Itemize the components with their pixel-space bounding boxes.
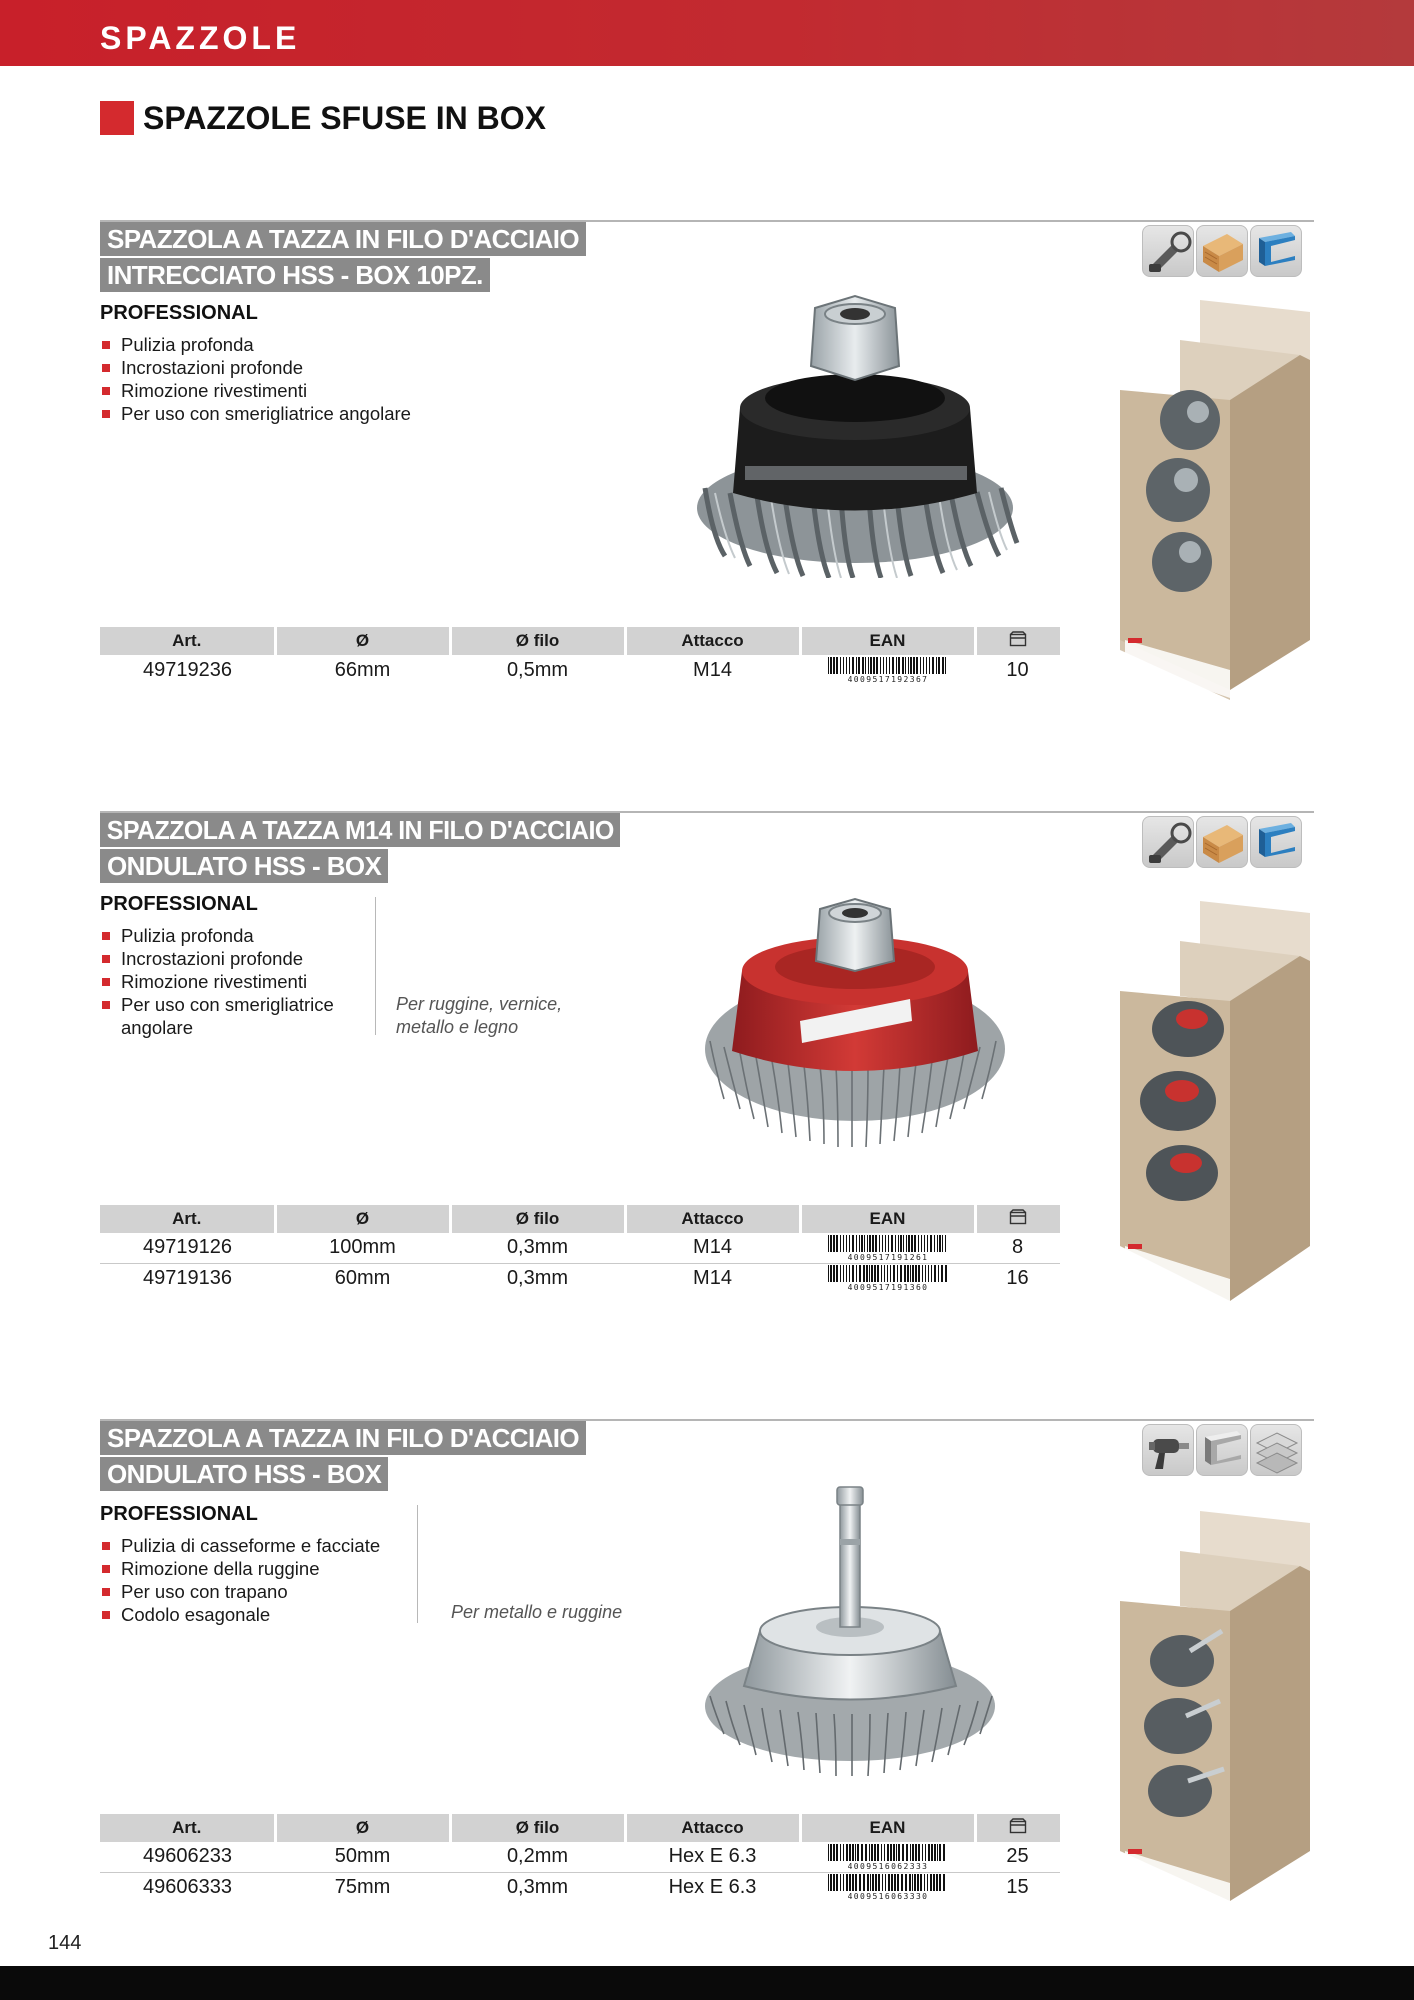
barcode-bar	[852, 1844, 854, 1861]
barcode-bar	[932, 657, 934, 674]
barcode-bar	[889, 657, 890, 674]
barcode-bar	[855, 1874, 857, 1891]
barcode-bar	[890, 1844, 892, 1861]
barcode-bar	[945, 657, 946, 674]
col-wire: Ø filo	[450, 1814, 625, 1842]
barcode-bar	[898, 1235, 899, 1252]
barcode-bar	[942, 1235, 943, 1252]
table-row: 49719126 100mm 0,3mm M14 4009517191261 8	[100, 1233, 1060, 1263]
application-icons	[1142, 1424, 1302, 1476]
angle-grinder-icon	[1142, 816, 1194, 868]
feature-item: Per uso con trapano	[100, 1580, 410, 1603]
package-icon	[975, 627, 1060, 655]
barcode-bar	[833, 1844, 835, 1861]
barcode-bar	[830, 1844, 832, 1861]
barcode-bar	[891, 1235, 893, 1252]
barcode-bar	[914, 1874, 916, 1891]
barcode-bar	[934, 1235, 935, 1252]
barcode-bar	[884, 1265, 885, 1282]
barcode-bar	[849, 1844, 851, 1861]
barcode-bar	[836, 1235, 838, 1252]
barcode-bar	[931, 1844, 933, 1861]
specs-table	[100, 1205, 1060, 1293]
barcode-bar	[846, 1844, 848, 1861]
barcode-bar	[906, 1844, 908, 1861]
barcode-bar	[894, 1874, 896, 1891]
wood-icon	[1196, 225, 1248, 277]
barcode-bar	[943, 1874, 945, 1891]
ean-barcode	[800, 655, 975, 685]
feature-item: Rimozione rivestimenti	[100, 379, 411, 402]
barcode-bar	[859, 1235, 860, 1252]
barcode-bar	[901, 1874, 903, 1891]
ean-digits: 4009516062333	[847, 1861, 928, 1870]
product-1	[100, 220, 1314, 700]
product-title-line1: SPAZZOLA A TAZZA IN FILO D'ACCIAIO	[100, 1421, 586, 1455]
barcode-bar	[898, 1844, 900, 1861]
feature-item: Rimozione della ruggine	[100, 1557, 410, 1580]
barcode-bar	[874, 1844, 876, 1861]
sheet-metal-icon	[1250, 1424, 1302, 1476]
barcode-bar	[830, 1235, 832, 1252]
barcode-bar	[862, 657, 864, 674]
barcode-bar	[869, 1235, 871, 1252]
product-3	[100, 1419, 1314, 1919]
barcode-bar	[828, 1265, 829, 1282]
barcode-bar	[895, 1235, 896, 1252]
barcode-bar	[875, 1235, 877, 1252]
barcode-bar	[880, 657, 881, 674]
barcode-bar	[859, 1265, 861, 1282]
barcode-bar	[904, 1265, 906, 1282]
barcode-bar	[924, 1874, 925, 1891]
barcode-bar	[945, 1265, 947, 1282]
col-attachment: Attacco	[625, 1205, 800, 1233]
feature-item: Per uso con smerigliatrice angolare	[100, 993, 360, 1039]
col-attachment: Attacco	[625, 1814, 800, 1842]
barcode-bar	[830, 1874, 832, 1891]
feature-list	[100, 1534, 410, 1626]
application-icons	[1142, 225, 1302, 277]
ean-digits: 4009516063330	[847, 1892, 928, 1901]
barcode-bar	[927, 1874, 928, 1891]
page-number: 144	[48, 1932, 82, 1954]
barcode-bar	[937, 1235, 938, 1252]
barcode-bar	[918, 1235, 919, 1252]
barcode-bar	[866, 1265, 868, 1282]
table-header-row	[100, 627, 1060, 655]
barcode-bar	[933, 1874, 935, 1891]
col-wire: Ø filo	[450, 627, 625, 655]
barcode-bar	[852, 1265, 854, 1282]
footer-bar	[0, 1966, 1414, 2000]
col-art: Art.	[100, 1814, 275, 1842]
feature-item: Rimozione rivestimenti	[100, 970, 360, 993]
barcode-bar	[869, 1844, 870, 1861]
product-grade-label: PROFESSIONAL	[100, 1503, 258, 1525]
barcode-bar	[936, 1874, 938, 1891]
barcode-bar	[840, 1844, 841, 1861]
barcode-bar	[890, 1265, 891, 1282]
barcode-bar	[840, 1874, 841, 1891]
barcode-bar	[915, 1844, 917, 1861]
barcode-bar	[887, 1844, 889, 1861]
barcode-bar	[926, 657, 927, 674]
barcode-bar	[941, 1265, 943, 1282]
col-wire: Ø filo	[450, 1205, 625, 1233]
feature-item: Pulizia profonda	[100, 333, 411, 356]
barcode-bar	[846, 657, 847, 674]
barcode-bar	[897, 1265, 898, 1282]
barcode-bar	[879, 1235, 880, 1252]
barcode-bar	[852, 657, 854, 674]
barcode-bar	[843, 1874, 844, 1891]
box-photo	[1120, 300, 1310, 700]
barcode-bar	[871, 1265, 873, 1282]
barcode-bar	[887, 1265, 888, 1282]
barcode-bar	[883, 657, 884, 674]
ean-digits: 4009517191261	[847, 1252, 928, 1261]
barcode-bar	[910, 1265, 911, 1282]
barcode-bar	[878, 1874, 880, 1891]
barcode-bar	[918, 1265, 920, 1282]
barcode-bar	[867, 1235, 868, 1252]
barcode-bar	[891, 1874, 893, 1891]
barcode-bar	[828, 657, 829, 674]
application-icons	[1142, 816, 1302, 868]
feature-list	[100, 333, 411, 425]
barcode-bar	[870, 1874, 871, 1891]
barcode-bar	[864, 1235, 865, 1252]
barcode-bar	[849, 1874, 851, 1891]
col-diameter: Ø	[275, 1205, 450, 1233]
feature-list	[100, 924, 360, 1039]
barcode-bar	[828, 1844, 829, 1861]
product-photo	[690, 871, 1020, 1151]
barcode-bar	[937, 1844, 938, 1861]
barcode-bar	[909, 1874, 911, 1891]
header-title: SPAZZOLE	[100, 20, 301, 56]
barcode-bar	[900, 1235, 902, 1252]
barcode-bar	[888, 1235, 889, 1252]
barcode-bar	[833, 1874, 835, 1891]
feature-item: Per uso con smerigliatrice angolare	[100, 402, 411, 425]
barcode-bar	[917, 1874, 919, 1891]
barcode-bar	[922, 1844, 923, 1861]
package-icon	[975, 1205, 1060, 1233]
barcode-bar	[863, 1874, 865, 1891]
barcode-bar	[910, 1844, 911, 1861]
barcode-bar	[893, 1265, 895, 1282]
feature-item: Incrostazioni profonde	[100, 947, 360, 970]
note-divider	[417, 1505, 418, 1623]
barcode-bar	[858, 657, 860, 674]
barcode-bar	[867, 1874, 869, 1891]
col-ean: EAN	[800, 1814, 975, 1842]
table-row: 49606333 75mm 0,3mm Hex E 6.3 4009516063330 15	[100, 1872, 1060, 1902]
barcode-bar	[900, 1265, 902, 1282]
barcode-bar	[852, 1874, 854, 1891]
barcode-bar	[912, 1874, 913, 1891]
barcode-bar	[930, 1874, 932, 1891]
drill-icon	[1142, 1424, 1194, 1476]
barcode-bar	[836, 657, 838, 674]
barcode-bar	[833, 1265, 835, 1282]
barcode-bar	[928, 1844, 930, 1861]
barcode-bar	[943, 1844, 945, 1861]
barcode-bar	[865, 1844, 867, 1861]
barcode-bar	[857, 1844, 859, 1861]
barcode-bar	[910, 657, 912, 674]
barcode-bar	[876, 657, 878, 674]
barcode-bar	[833, 657, 835, 674]
package-icon	[975, 1814, 1060, 1842]
metal-beam-icon	[1196, 1424, 1248, 1476]
barcode-bar	[930, 1235, 932, 1252]
barcode-bar	[905, 1874, 907, 1891]
col-ean: EAN	[800, 627, 975, 655]
feature-item: Incrostazioni profonde	[100, 356, 411, 379]
barcode-bar	[936, 657, 937, 674]
barcode-bar	[877, 1265, 879, 1282]
barcode-bar	[855, 1844, 856, 1861]
barcode-bar	[939, 1874, 941, 1891]
usage-note: Per metallo e ruggine	[451, 1602, 623, 1622]
feature-item: Pulizia profonda	[100, 924, 360, 947]
ean-barcode	[800, 1233, 975, 1263]
barcode-bar	[828, 1874, 829, 1891]
barcode-bar	[908, 1235, 910, 1252]
specs-table	[100, 627, 1060, 685]
barcode-bar	[868, 657, 869, 674]
barcode-bar	[896, 1844, 897, 1861]
barcode-bar	[874, 1265, 876, 1282]
barcode-bar	[914, 1235, 916, 1252]
angle-grinder-icon	[1142, 225, 1194, 277]
barcode-bar	[875, 1874, 877, 1891]
note-divider	[375, 897, 376, 1035]
barcode-bar	[906, 1235, 907, 1252]
table-row: 49606233 50mm 0,2mm Hex E 6.3 4009516062333 25	[100, 1842, 1060, 1872]
section-title: SPAZZOLE SFUSE IN BOX	[143, 100, 546, 136]
product-title-line2: ONDULATO HSS - BOX	[100, 1457, 388, 1491]
feature-item: Pulizia di casseforme e facciate	[100, 1534, 410, 1557]
barcode-bar	[861, 1844, 863, 1861]
table-header-row	[100, 1205, 1060, 1233]
barcode-bar	[885, 1874, 886, 1891]
box-photo	[1120, 1511, 1310, 1911]
barcode-bar	[877, 1844, 879, 1861]
barcode-bar	[942, 657, 944, 674]
barcode-bar	[843, 1265, 844, 1282]
barcode-bar	[945, 1235, 946, 1252]
barcode-bar	[882, 1235, 883, 1252]
barcode-bar	[843, 1235, 844, 1252]
barcode-bar	[849, 1235, 850, 1252]
barcode-bar	[938, 1265, 939, 1282]
barcode-bar	[905, 657, 906, 674]
col-art: Art.	[100, 1205, 275, 1233]
usage-note: Per ruggine, vernice, metallo e legno	[396, 994, 563, 1037]
barcode-bar	[939, 1235, 941, 1252]
barcode-bar	[915, 1265, 917, 1282]
barcode-bar	[913, 657, 915, 674]
col-attachment: Attacco	[625, 627, 800, 655]
barcode-bar	[836, 1265, 838, 1282]
barcode-bar	[920, 657, 921, 674]
barcode-bar	[882, 1874, 883, 1891]
barcode-bar	[852, 1235, 854, 1252]
product-title-line2: INTRECCIATO HSS - BOX 10PZ.	[100, 258, 490, 292]
barcode-bar	[916, 657, 918, 674]
barcode-bar	[888, 1874, 890, 1891]
barcode-bar	[849, 657, 850, 674]
barcode-bar	[907, 1265, 909, 1282]
barcode-bar	[863, 1265, 865, 1282]
metal-beam-icon	[1250, 225, 1302, 277]
barcode-bar	[934, 1265, 936, 1282]
barcode-bar	[918, 1844, 920, 1861]
barcode-bar	[931, 1265, 932, 1282]
barcode-bar	[939, 1844, 941, 1861]
barcode-bar	[893, 1844, 895, 1861]
table-row: 49719136 60mm 0,3mm M14 4009517191360 16	[100, 1263, 1060, 1293]
barcode-bar	[840, 657, 841, 674]
barcode-bar	[884, 1844, 885, 1861]
barcode-bar	[897, 1874, 899, 1891]
barcode-bar	[846, 1874, 848, 1891]
ean-digits: 4009517192367	[847, 675, 928, 683]
barcode-bar	[843, 657, 844, 674]
table-row: 49719236 66mm 0,5mm M14 4009517192367 10	[100, 655, 1060, 685]
barcode-bar	[849, 1265, 850, 1282]
table-header-row	[100, 1814, 1060, 1842]
barcode-bar	[846, 1265, 847, 1282]
barcode-bar	[886, 657, 887, 674]
barcode-bar	[869, 1265, 870, 1282]
barcode-bar	[923, 657, 924, 674]
section-heading	[100, 100, 546, 136]
product-photo	[700, 1481, 1000, 1781]
barcode-bar	[873, 657, 875, 674]
barcode-bar	[836, 1874, 838, 1891]
product-photo	[685, 288, 1025, 578]
barcode-bar	[856, 657, 857, 674]
product-title-line1: SPAZZOLA A TAZZA M14 IN FILO D'ACCIAIO	[100, 813, 620, 847]
barcode-bar	[846, 1235, 847, 1252]
barcode-bar	[833, 1235, 835, 1252]
box-photo	[1120, 901, 1310, 1311]
barcode-bar	[843, 1844, 844, 1861]
barcode-bar	[922, 1265, 923, 1282]
col-diameter: Ø	[275, 627, 450, 655]
barcode-bar	[925, 1844, 926, 1861]
barcode-bar	[908, 657, 909, 674]
barcode-bar	[934, 1844, 936, 1861]
barcode-bar	[840, 1235, 841, 1252]
barcode-bar	[920, 1874, 922, 1891]
barcode-bar	[865, 657, 866, 674]
specs-table	[100, 1814, 1060, 1902]
product-grade-label: PROFESSIONAL	[100, 302, 258, 324]
barcode-bar	[921, 1235, 922, 1252]
barcode-bar	[927, 1235, 928, 1252]
ean-digits: 4009517191360	[847, 1283, 928, 1292]
ean-barcode	[800, 1842, 975, 1872]
barcode-bar	[928, 1265, 929, 1282]
barcode-bar	[896, 657, 897, 674]
barcode-bar	[925, 1265, 926, 1282]
barcode-bar	[912, 1265, 914, 1282]
barcode-bar	[881, 1265, 882, 1282]
product-title-line2: ONDULATO HSS - BOX	[100, 849, 388, 883]
barcode-bar	[903, 1235, 904, 1252]
barcode-bar	[885, 1235, 886, 1252]
barcode-bar	[872, 1235, 874, 1252]
ean-barcode	[800, 1263, 975, 1293]
product-title-line1: SPAZZOLA A TAZZA IN FILO D'ACCIAIO	[100, 222, 586, 256]
barcode-bar	[840, 1265, 841, 1282]
barcode-bar	[911, 1235, 913, 1252]
col-art: Art.	[100, 627, 275, 655]
barcode-bar	[929, 657, 930, 674]
barcode-bar	[828, 1235, 829, 1252]
ean-barcode	[800, 1872, 975, 1902]
barcode-bar	[892, 657, 894, 674]
barcode-bar	[912, 1844, 914, 1861]
barcode-bar	[861, 1235, 863, 1252]
barcode-bar	[924, 1235, 925, 1252]
header-bar	[0, 0, 1414, 66]
col-ean: EAN	[800, 1205, 975, 1233]
barcode-bar	[872, 1874, 874, 1891]
barcode-bar	[902, 657, 904, 674]
barcode-bar	[830, 657, 832, 674]
wood-icon	[1196, 816, 1248, 868]
barcode-bar	[881, 1844, 882, 1861]
product-grade-label: PROFESSIONAL	[100, 893, 258, 915]
section-marker	[100, 101, 134, 135]
barcode-bar	[856, 1235, 857, 1252]
barcode-bar	[859, 1874, 861, 1891]
barcode-bar	[902, 1844, 904, 1861]
metal-beam-icon	[1250, 816, 1302, 868]
barcode-bar	[830, 1265, 832, 1282]
barcode-bar	[836, 1844, 838, 1861]
barcode-bar	[898, 657, 900, 674]
product-2	[100, 811, 1314, 1311]
col-diameter: Ø	[275, 1814, 450, 1842]
barcode-bar	[871, 1844, 873, 1861]
barcode-bar	[938, 657, 940, 674]
barcode-bar	[870, 657, 872, 674]
barcode-bar	[856, 1265, 857, 1282]
feature-item: Codolo esagonale	[100, 1603, 410, 1626]
